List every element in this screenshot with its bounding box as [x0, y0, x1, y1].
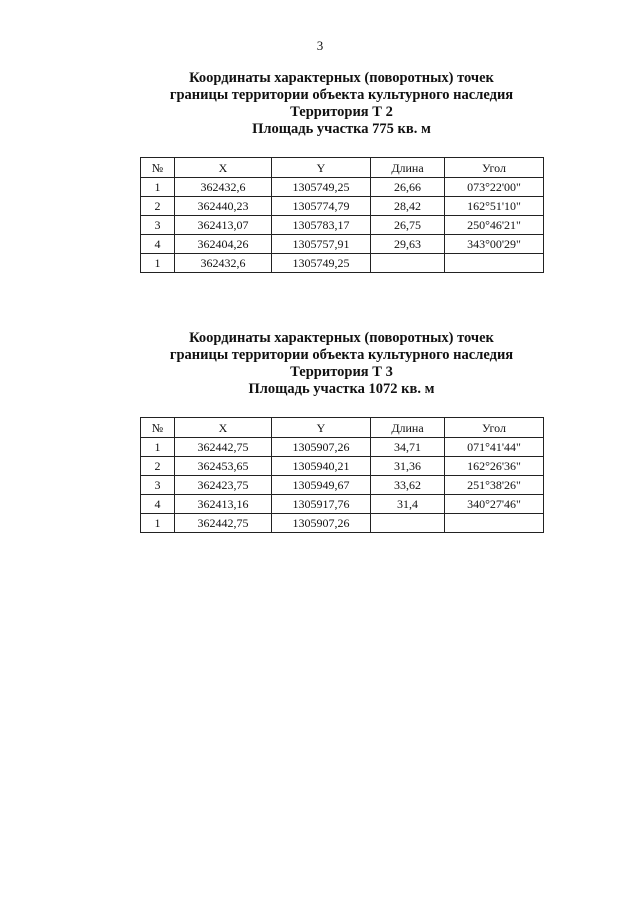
- cell-length: [371, 254, 445, 273]
- cell-number: 2: [141, 197, 175, 216]
- table-row: [141, 254, 544, 273]
- header-length: Длина: [371, 418, 445, 438]
- page-number: 3: [316, 38, 324, 53]
- heading-line-subtitle: границы территории объекта культурного наследия: [169, 87, 514, 103]
- cell-x: 362440,23: [175, 197, 272, 216]
- table-row: [141, 216, 544, 235]
- header-angle: Угол: [445, 158, 544, 178]
- table-row: [141, 178, 544, 197]
- table-row: [141, 476, 544, 495]
- cell-y: 1305917,76: [272, 495, 371, 514]
- heading-line-area: Площадь участка 775 кв. м: [252, 121, 431, 137]
- cell-number: 3: [141, 216, 175, 235]
- cell-number: 4: [141, 495, 175, 514]
- cell-number: 1: [141, 438, 175, 457]
- table-row: [141, 495, 544, 514]
- coordinates-table: [140, 157, 544, 273]
- cell-length: 34,71: [371, 438, 445, 457]
- territory-t2-section: [140, 70, 543, 273]
- cell-y: 1305774,79: [272, 197, 371, 216]
- heading-line-territory: Территория Т 2: [290, 104, 393, 120]
- cell-y: 1305783,17: [272, 216, 371, 235]
- table-header-row: [141, 418, 544, 438]
- cell-angle: 162°51'10": [445, 197, 544, 216]
- table-row: [141, 197, 544, 216]
- cell-y: 1305949,67: [272, 476, 371, 495]
- cell-length: 31,36: [371, 457, 445, 476]
- cell-length: 26,66: [371, 178, 445, 197]
- section-heading: [100, 330, 583, 398]
- header-angle: Угол: [445, 418, 544, 438]
- cell-y: 1305749,25: [272, 178, 371, 197]
- header-number: №: [141, 158, 175, 178]
- section-heading: [100, 70, 583, 138]
- cell-length: 26,75: [371, 216, 445, 235]
- cell-x: 362413,07: [175, 216, 272, 235]
- cell-length: [371, 514, 445, 533]
- cell-angle: 071°41'44": [445, 438, 544, 457]
- header-number: №: [141, 418, 175, 438]
- cell-x: 362404,26: [175, 235, 272, 254]
- header-length: Длина: [371, 158, 445, 178]
- cell-angle: 251°38'26": [445, 476, 544, 495]
- cell-number: 1: [141, 514, 175, 533]
- table-row: [141, 514, 544, 533]
- cell-length: 33,62: [371, 476, 445, 495]
- heading-line-area: Площадь участка 1072 кв. м: [248, 381, 435, 397]
- cell-angle: 162°26'36": [445, 457, 544, 476]
- cell-y: 1305940,21: [272, 457, 371, 476]
- cell-y: 1305757,91: [272, 235, 371, 254]
- cell-angle: 343°00'29": [445, 235, 544, 254]
- cell-number: 1: [141, 254, 175, 273]
- cell-y: 1305907,26: [272, 438, 371, 457]
- header-x: X: [175, 158, 272, 178]
- cell-angle: 073°22'00": [445, 178, 544, 197]
- cell-length: 29,63: [371, 235, 445, 254]
- cell-y: 1305749,25: [272, 254, 371, 273]
- heading-line-territory: Территория Т 3: [290, 364, 393, 380]
- cell-angle: [445, 514, 544, 533]
- heading-line-title: Координаты характерных (поворотных) точек: [189, 70, 494, 86]
- heading-line-title: Координаты характерных (поворотных) точек: [189, 330, 494, 346]
- table-row: [141, 438, 544, 457]
- cell-length: 31,4: [371, 495, 445, 514]
- cell-number: 2: [141, 457, 175, 476]
- heading-line-subtitle: границы территории объекта культурного наследия: [169, 347, 514, 363]
- cell-x: 362442,75: [175, 514, 272, 533]
- cell-angle: [445, 254, 544, 273]
- cell-x: 362423,75: [175, 476, 272, 495]
- cell-x: 362442,75: [175, 438, 272, 457]
- cell-number: 1: [141, 178, 175, 197]
- territory-t3-section: [140, 330, 543, 533]
- cell-x: 362432,6: [175, 254, 272, 273]
- table-header-row: [141, 158, 544, 178]
- header-x: X: [175, 418, 272, 438]
- table-row: [141, 235, 544, 254]
- cell-y: 1305907,26: [272, 514, 371, 533]
- cell-number: 3: [141, 476, 175, 495]
- cell-angle: 250°46'21": [445, 216, 544, 235]
- cell-x: 362432,6: [175, 178, 272, 197]
- cell-angle: 340°27'46": [445, 495, 544, 514]
- coordinates-table: [140, 417, 544, 533]
- table-row: [141, 457, 544, 476]
- cell-length: 28,42: [371, 197, 445, 216]
- header-y: Y: [272, 418, 371, 438]
- cell-number: 4: [141, 235, 175, 254]
- cell-x: 362413,16: [175, 495, 272, 514]
- cell-x: 362453,65: [175, 457, 272, 476]
- header-y: Y: [272, 158, 371, 178]
